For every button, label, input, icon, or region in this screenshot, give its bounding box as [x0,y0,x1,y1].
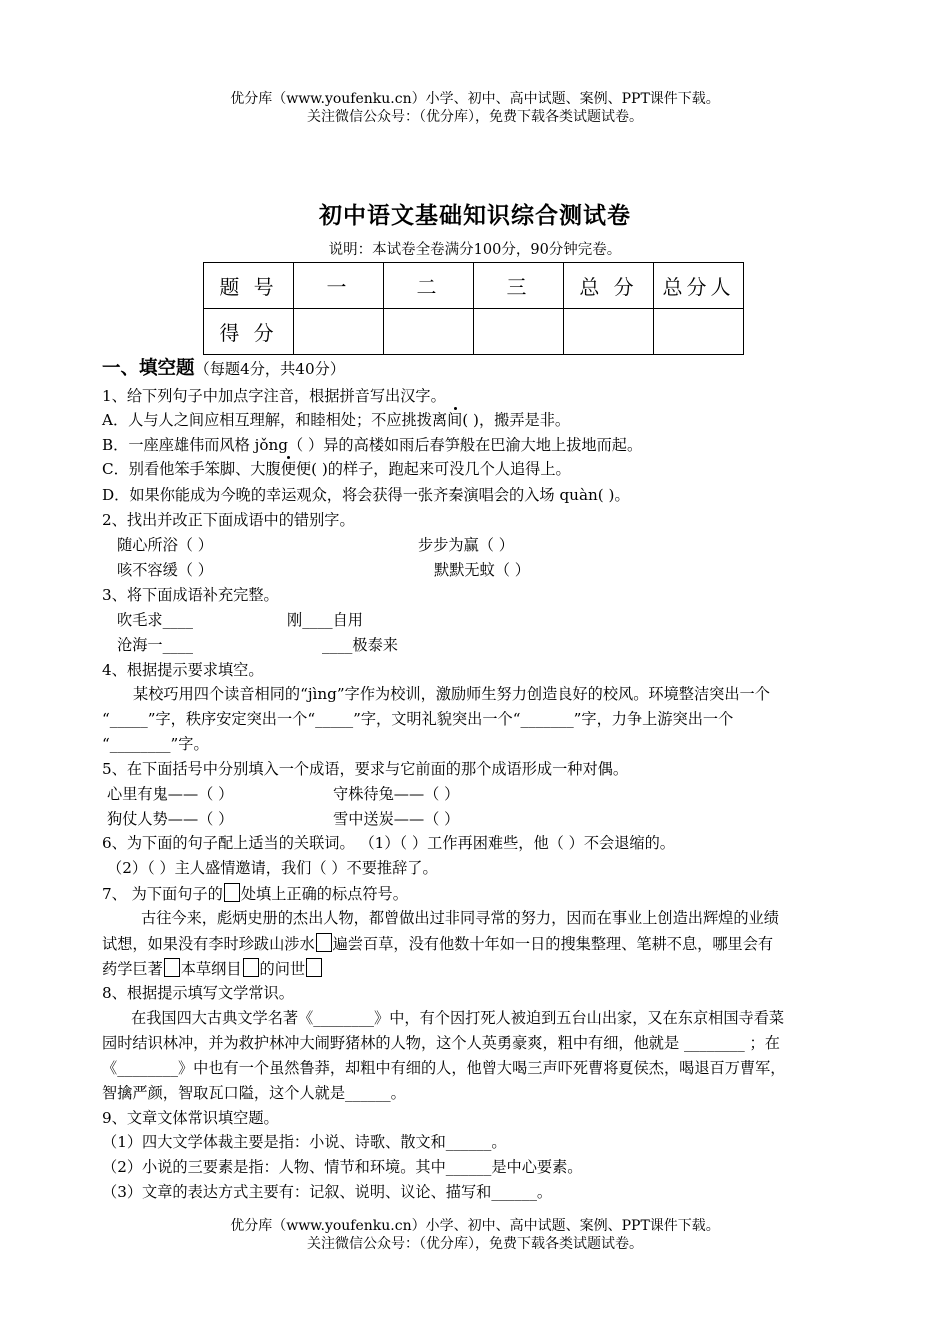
q1-c-blank: 便( )的样子，跑起来可没几个人追得上。 [295,460,571,478]
blank-box[interactable] [316,933,332,952]
q3-stem: 3、将下面成语补充完整。 [102,586,279,604]
q5-item: 雪中送炭——（ ） [333,810,460,828]
q8-paragraph: 《________》中也有一个虽然鲁莽，却粗中有细的人，他曾大喝三声吓死曹将夏侯杰，喝退百万曹军， [102,1059,786,1077]
q2-item: 步步为赢（ ） [418,536,514,554]
q5-item: 守株待兔——（ ） [333,785,460,803]
score-cell[interactable] [564,309,654,355]
score-table-score-row [204,309,744,355]
q2-stem: 2、找出并改正下面成语中的错别字。 [102,511,355,529]
blank-box[interactable] [306,958,322,977]
q4-paragraph: “_____”字，秩序安定突出一个“_____”字，文明礼貌突出一个“_______”字，力争上游突出一个 [102,710,734,728]
q1-stem: 1、给下列句子中加点字注音，根据拼音写出汉字。 [102,387,446,405]
q8-paragraph: 智擒严颜，智取瓦口隘，这个人就是______。 [102,1084,406,1102]
q1-option-d: D．如果你能成为今晚的幸运观众，将会获得一张齐秦演唱会的入场 quàn( )。 [102,486,630,504]
q1-c-dotted-char: 便 [280,460,296,478]
q7-paragraph [102,933,773,954]
q1-a-dotted-char: 间 [447,411,463,429]
score-cell[interactable] [384,309,474,355]
q7-text: 本草纲目 [180,960,242,978]
q9-line: （1）四大文学体裁主要是指：小说、诗歌、散文和______。 [102,1133,507,1151]
q7-stem [102,883,408,904]
score-table-header-row [204,263,744,309]
header-line-1: 优分库（www.youfenku.cn）小学、初中、高中试题、案例、PPT课件下载。 [230,91,720,107]
blank-box[interactable] [224,883,240,902]
section-1-subtitle: （每题4分，共40分） [194,360,346,378]
score-cell[interactable] [474,309,564,355]
q2-item: 咳不容缓（ ） [117,561,213,579]
section-1-heading [102,359,345,379]
section-1-title: 一、填空题 [102,358,195,379]
header-line-2: 关注微信公众号：（优分库），免费下载各类试题试卷。 [307,109,643,125]
q9-line: （3）文章的表达方式主要有：记叙、说明、议论、描写和______。 [102,1183,553,1201]
q2-item: 默默无蚊（ ） [434,561,530,579]
q3-item: ____极泰来 [322,636,398,654]
score-cell[interactable] [294,309,384,355]
score-header-cell: 二 [384,263,474,309]
q7-stem-text: 7、 为下面句子的 [102,885,223,903]
q9-line: （2）小说的三要素是指：人物、情节和环境。其中______是中心要素。 [102,1158,583,1176]
q8-paragraph: 园时结识林冲，并为救护林冲大闹野猪林的人物，这个人英勇豪爽，粗中有细，他就是 ________ ；在 [102,1034,780,1052]
score-header-cell: 总分人 [654,263,744,309]
q1-option-a [102,410,570,430]
q9-stem: 9、文章文体常识填空题。 [102,1109,279,1127]
q5-item: 狗仗人势——（ ） [107,810,234,828]
q3-item: 吹毛求____ [117,611,193,629]
exam-note: 说明：本试卷全卷满分100分，90分钟完卷。 [328,242,622,258]
q7-text: 的问世 [259,960,306,978]
q8-stem: 8、根据提示填写文学常识。 [102,984,294,1002]
q3-item: 沧海一____ [117,636,193,654]
q3-item: 刚____自用 [287,611,363,629]
score-header-cell: 一 [294,263,384,309]
score-header-cell: 总 分 [564,263,654,309]
score-table [203,262,744,355]
q1-option-c [102,459,571,479]
score-header-cell: 题 号 [204,263,294,309]
q7-stem-text: 处填上正确的标点符号。 [240,885,408,903]
q1-option-b: B．一座座雄伟而风格 jǒng（ ）异的高楼如雨后春笋般在巴渝大地上拔地而起。 [102,436,643,454]
score-header-cell: 三 [474,263,564,309]
q7-paragraph [102,958,323,979]
q6-stem: 6、为下面的句子配上适当的关联词。 （1）（ ）工作再困难些，他（ ）不会退缩的。 [102,834,675,852]
q7-text: 试想，如果没有李时珍跋山涉水 [102,935,315,953]
footer-line-1: 优分库（www.youfenku.cn）小学、初中、高中试题、案例、PPT课件下载。 [230,1218,720,1234]
blank-box[interactable] [243,958,259,977]
score-row-label: 得 分 [204,309,294,355]
q1-a-blank: ( )，搬弄是非。 [462,411,571,429]
q7-text: 遍尝百草，没有他数十年如一日的搜集整理、笔耕不息，哪里会有 [332,935,774,953]
footer-line-2: 关注微信公众号：（优分库），免费下载各类试题试卷。 [307,1236,643,1252]
q4-stem: 4、根据提示要求填空。 [102,661,264,679]
blank-box[interactable] [164,958,180,977]
q4-paragraph: 某校巧用四个读音相同的“jìng”字作为校训，激励师生努力创造良好的校风。环境整洁突出一个 [133,685,770,703]
q7-paragraph: 古往今来，彪炳史册的杰出人物，都曾做出过非同寻常的努力，因而在事业上创造出辉煌的业绩 [141,909,779,927]
q8-paragraph: 在我国四大古典文学名著《________》中，有个因打死人被迫到五台山出家，又在东京相国寺看菜 [131,1009,785,1027]
q7-text: 药学巨著 [102,960,163,978]
q1-c-text: C．别看他笨手笨脚、大腹 [102,460,281,478]
q2-item: 随心所浴（ ） [117,536,213,554]
page-title: 初中语文基础知识综合测试卷 [319,202,631,229]
score-cell[interactable] [654,309,744,355]
q5-item: 心里有鬼——（ ） [107,785,234,803]
q1-a-text: A．人与人之间应相互理解，和睦相处；不应挑拨离 [102,411,448,429]
q6-line-2: （2）（ ）主人盛情邀请，我们（ ）不要推辞了。 [107,859,438,877]
q5-stem: 5、在下面括号中分别填入一个成语，要求与它前面的那个成语形成一种对偶。 [102,760,629,778]
q4-paragraph: “________”字。 [102,735,209,753]
